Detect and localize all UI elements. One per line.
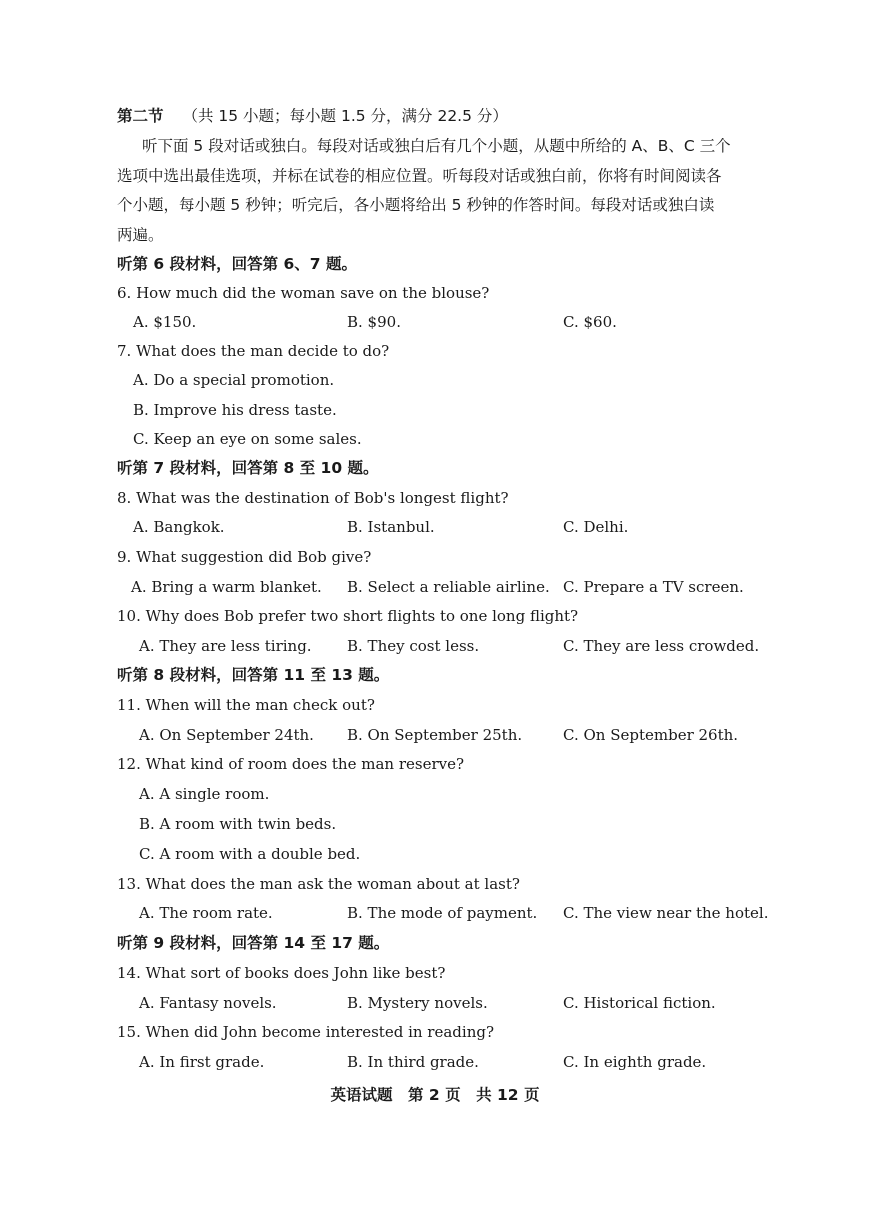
section-header xyxy=(117,106,508,126)
option-c: C. Prepare a TV screen. xyxy=(563,578,744,596)
question-stem: 11. When will the man check out? xyxy=(117,696,375,714)
option-a: A. Fantasy novels. xyxy=(139,994,277,1012)
option-a: A. Do a special promotion. xyxy=(133,371,335,389)
section-subtitle: （共 15 小题；每小题 1.5 分，满分 22.5 分） xyxy=(182,107,508,125)
question-stem: 10. Why does Bob prefer two short flights to one long flight? xyxy=(117,607,579,625)
option-b: B. Istanbul. xyxy=(347,518,435,536)
option-c: C. Keep an eye on some sales. xyxy=(133,430,362,448)
option-b: B. The mode of payment. xyxy=(347,904,538,922)
question-stem: 15. When did John become interested in reading? xyxy=(117,1023,494,1041)
option-c: C. The view near the hotel. xyxy=(563,904,769,922)
question-stem: 14. What sort of books does John like best? xyxy=(117,964,446,982)
option-c: C. $60. xyxy=(563,313,617,331)
instruction-line: 听下面 5 段对话或独白。每段对话或独白后有几个小题，从题中所给的 A、B、C 三个 xyxy=(142,137,731,155)
option-b: B. In third grade. xyxy=(347,1053,479,1071)
option-b: B. Improve his dress taste. xyxy=(133,401,337,419)
question-stem: 9. What suggestion did Bob give? xyxy=(117,548,372,566)
option-c: C. Delhi. xyxy=(563,518,629,536)
section-title: 第二节 xyxy=(117,107,164,125)
option-b: B. Mystery novels. xyxy=(347,994,488,1012)
option-c: C. In eighth grade. xyxy=(563,1053,707,1071)
instruction-line: 选项中选出最佳选项，并标在试卷的相应位置。听每段对话或独白前，你将有时间阅读各 xyxy=(117,167,722,185)
question-stem: 12. What kind of room does the man reserve? xyxy=(117,755,465,773)
option-a: A. On September 24th. xyxy=(139,726,314,744)
instruction-line: 个小题，每小题 5 秒钟；听完后，各小题将给出 5 秒钟的作答时间。每段对话或独白读 xyxy=(117,196,715,214)
option-a: A. A single room. xyxy=(139,785,270,803)
material-header: 听第 7 段材料，回答第 8 至 10 题。 xyxy=(117,459,379,477)
option-b: B. Select a reliable airline. xyxy=(347,578,550,596)
option-c: C. They are less crowded. xyxy=(563,637,760,655)
option-b: B. They cost less. xyxy=(347,637,480,655)
option-b: B. $90. xyxy=(347,313,401,331)
material-header: 听第 9 段材料，回答第 14 至 17 题。 xyxy=(117,934,390,952)
option-a: A. Bangkok. xyxy=(133,518,225,536)
material-header: 听第 6 段材料，回答第 6、7 题。 xyxy=(117,255,357,273)
material-header: 听第 8 段材料，回答第 11 至 13 题。 xyxy=(117,666,390,684)
option-c: C. A room with a double bed. xyxy=(139,845,361,863)
question-stem: 7. What does the man decide to do? xyxy=(117,342,390,360)
instruction-line: 两遍。 xyxy=(117,226,164,244)
option-a: A. The room rate. xyxy=(139,904,273,922)
option-a: A. In first grade. xyxy=(139,1053,265,1071)
option-a: A. They are less tiring. xyxy=(139,637,312,655)
page-footer: 英语试题 第 2 页 共 12 页 xyxy=(330,1086,540,1104)
option-a: A. Bring a warm blanket. xyxy=(131,578,322,596)
option-b: B. A room with twin beds. xyxy=(139,815,337,833)
option-b: B. On September 25th. xyxy=(347,726,523,744)
question-stem: 13. What does the man ask the woman about at last? xyxy=(117,875,520,893)
question-stem: 8. What was the destination of Bob's longest flight? xyxy=(117,489,509,507)
question-stem: 6. How much did the woman save on the blouse? xyxy=(117,284,490,302)
option-a: A. $150. xyxy=(133,313,197,331)
option-c: C. Historical fiction. xyxy=(563,994,716,1012)
option-c: C. On September 26th. xyxy=(563,726,739,744)
